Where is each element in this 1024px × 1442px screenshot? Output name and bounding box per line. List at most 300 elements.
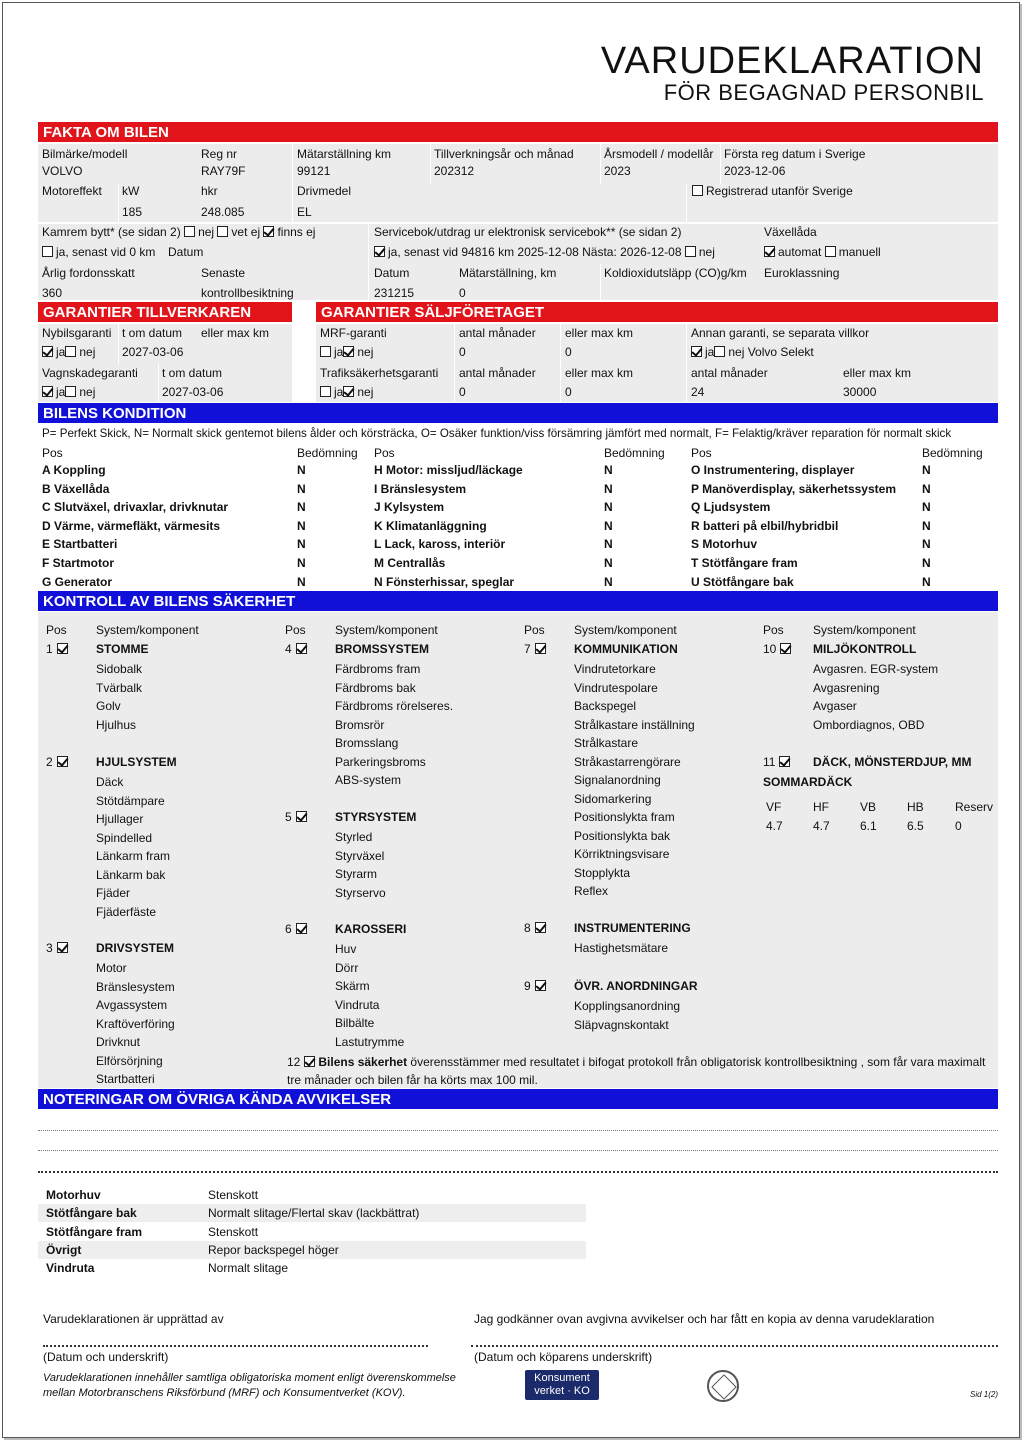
component-item: Golv (96, 699, 121, 713)
kondition-item-grade: N (922, 518, 931, 533)
component-item: Tvärbalk (96, 680, 143, 695)
tire-value: 6.5 (907, 819, 924, 833)
forsta-label: Första reg datum i Sverige (724, 147, 866, 161)
kondition-item-name: F Startmotor (42, 556, 114, 570)
tire-header: VB (860, 800, 877, 814)
nybil-label: Nybilsgaranti (42, 326, 112, 340)
kondition-item-grade: N (297, 537, 306, 552)
system-header: System/komponent (813, 623, 916, 637)
section-kondition-title: BILENS KONDITION (38, 403, 998, 423)
component-item: Stötdämpare (96, 793, 165, 808)
group-g9-title: ÖVR. ANORDNINGAR (574, 979, 698, 993)
nej-label: nej (79, 345, 96, 359)
kamrem-datum: Datum (168, 245, 204, 259)
g12-text: överensstämmer med resultatet i bifogat protokoll från obligatorisk kontrollbesiktning , som får vara maximalt (410, 1055, 986, 1069)
tire-value: 0 (955, 819, 962, 833)
service-nej: nej (698, 245, 715, 259)
component-item: Positionslykta fram (574, 810, 675, 824)
note-value: Normalt slitage/Flertal skav (lackbättrat) (208, 1206, 420, 1221)
group-number: 11 (763, 755, 776, 769)
component-item: Skärm (335, 979, 370, 993)
doc-title: VARUDEKLARATION (600, 40, 984, 82)
vagn-jane (42, 385, 95, 399)
kondition-item-name: U Stötfångare bak (691, 574, 794, 589)
g12-bold: Bilens säkerhet (318, 1055, 408, 1069)
forsta-value: 2023-12-06 (724, 164, 786, 178)
checkbox-icon[interactable] (685, 246, 696, 257)
pos-header: Pos (763, 623, 784, 637)
annan-text: nej Volvo Selekt (728, 345, 814, 359)
group-g11-subtitle: SOMMARDÄCK (763, 775, 853, 789)
checkbox-icon[interactable] (65, 346, 76, 357)
note-line (38, 1150, 998, 1151)
component-item: Länkarm fram (96, 849, 171, 863)
motoreffekt-label: Motoreffekt (42, 184, 102, 198)
mrf-km: 0 (565, 345, 572, 359)
tire-header: HF (813, 800, 829, 814)
checkbox-checked-icon[interactable] (374, 246, 385, 257)
note-key: Vindruta (46, 1261, 95, 1276)
kamrem-vetej: vet ej (231, 225, 261, 239)
checkbox-checked-icon[interactable] (296, 923, 307, 934)
group-number: 8 (524, 921, 531, 935)
checkbox-icon[interactable] (825, 246, 836, 257)
konsumentverket-logo (525, 1370, 599, 1400)
antal-label: antal månader (691, 366, 768, 380)
drivmedel-value: EL (297, 205, 312, 219)
checkbox-checked-icon[interactable] (57, 756, 68, 767)
ja-label: ja (705, 345, 715, 359)
tire-value: 6.1 (860, 819, 877, 833)
vaxel-label: Växellåda (764, 225, 817, 239)
vaxel-auto: automat (778, 245, 822, 259)
kondition-item-name: C Slutväxel, drivaxlar, drivknutar (42, 500, 229, 515)
datum-label: Datum (374, 266, 410, 280)
group-g6-num (285, 922, 310, 936)
max-label: eller max km (565, 366, 634, 380)
component-item: Styrservo (335, 885, 386, 900)
checkbox-checked-icon[interactable] (42, 346, 53, 357)
trafik-km: 0 (565, 385, 572, 399)
logo-line-2: verket · KO (534, 1385, 590, 1397)
kondition-item-grade: N (604, 574, 613, 589)
note-row (38, 1259, 586, 1277)
checkbox-checked-icon[interactable] (42, 386, 53, 397)
kondition-item-name: B Växellåda (42, 481, 110, 496)
component-item: Strålkastare inställning (574, 717, 695, 732)
group-g8-title: INSTRUMENTERING (574, 921, 691, 935)
component-item: Drivknut (96, 1035, 141, 1049)
group-number: 10 (763, 642, 777, 656)
annan-antal: 24 (691, 385, 705, 399)
checkbox-icon[interactable] (320, 386, 331, 397)
checkbox-checked-icon[interactable] (343, 346, 354, 357)
matar2-value: 0 (459, 286, 466, 300)
vagn-label: Vagnskadegaranti (42, 366, 138, 380)
component-item: Färdbroms fram (335, 662, 421, 676)
component-item: Positionslykta bak (574, 828, 671, 843)
regnr-label: Reg nr (201, 147, 238, 161)
checkbox-icon[interactable] (217, 226, 228, 237)
component-item: Hjullager (96, 812, 144, 826)
divider (600, 264, 601, 300)
component-item: Bromsrör (335, 717, 385, 732)
tire-header: Reserv (955, 800, 994, 814)
bed-label: Bedömning (604, 446, 665, 460)
regnr-value: RAY79F (201, 164, 246, 178)
pos-header: Pos (46, 623, 67, 637)
divider (292, 144, 293, 222)
kondition-item-name: A Koppling (42, 463, 106, 477)
group-g8-num (524, 921, 549, 935)
datum-sign: (Datum och underskrift) (43, 1350, 169, 1364)
disclaimer-1: Varudeklarationen innehåller samtliga obligatoriska moment enligt överenskommelse (43, 1372, 456, 1384)
group-g3-num (46, 941, 71, 955)
note-line (38, 1171, 998, 1173)
ja-label: ja (56, 345, 66, 359)
logo-line-1: Konsument (534, 1372, 590, 1384)
group-g2-title: HJULSYSTEM (96, 755, 177, 769)
kondition-item-grade: N (922, 500, 931, 515)
pos-label: Pos (374, 446, 395, 460)
matar2-label: Mätarställning, km (459, 266, 557, 280)
tom-label: t om datum (122, 326, 183, 340)
vaxel-row (764, 245, 881, 259)
component-item: Fjäderfäste (96, 904, 157, 919)
kondition-item-name: S Motorhuv (691, 537, 757, 552)
component-item: Kopplingsanordning (574, 999, 681, 1013)
group-number: 9 (524, 979, 531, 993)
kondition-item-grade: N (297, 518, 306, 533)
euro-label: Euroklassning (764, 266, 840, 280)
divider (118, 324, 119, 364)
nej-label: nej (357, 345, 374, 359)
checkbox-icon[interactable] (65, 386, 76, 397)
annan-row (691, 345, 814, 359)
component-item: Vindrutetorkare (574, 662, 656, 676)
checkbox-checked-icon[interactable] (535, 922, 546, 933)
checkbox-checked-icon[interactable] (535, 643, 546, 654)
kondition-legend: P= Perfekt Skick, N= Normalt skick gentemot bilens ålder och körsträcka, O= Osäker funktion/viss försämring jämfört med normalt, F= Felaktig/kräver reparation för normalt skick (42, 427, 952, 440)
checkbox-icon[interactable] (184, 226, 195, 237)
group-number: 7 (524, 642, 531, 656)
component-item: Huv (335, 942, 357, 956)
checkbox-checked-icon[interactable] (57, 643, 68, 654)
kondition-item-grade: N (604, 463, 613, 477)
sign-line (43, 1345, 428, 1347)
checkbox-checked-icon[interactable] (780, 643, 791, 654)
note-key: Övrigt (46, 1242, 82, 1257)
max-label: eller max km (843, 366, 912, 380)
kondition-item-name: H Motor: missljud/läckage (374, 463, 523, 477)
kondition-item-name: L Lack, kaross, interiör (374, 537, 506, 552)
bilmarke-value: VOLVO (42, 164, 83, 178)
component-item: Färdbroms bak (335, 680, 416, 695)
section-fakta-title: FAKTA OM BILEN (38, 122, 998, 142)
group-number: 12 (287, 1055, 301, 1069)
pos-header: Pos (285, 623, 306, 637)
pos-label: Pos (691, 446, 712, 460)
system-header: System/komponent (335, 623, 438, 637)
matar-value: 99121 (297, 164, 331, 178)
max-label: eller max km (201, 326, 270, 340)
kamrem-ja: ja, senast vid 0 km (56, 245, 156, 259)
kondition-item-grade: N (922, 463, 931, 477)
group-g7-title: KOMMUNIKATION (574, 642, 678, 656)
matar-label: Mätarställning km (297, 147, 392, 161)
arsmodell-value: 2023 (604, 164, 631, 178)
kw-label: kW (122, 184, 140, 198)
group-number: 5 (285, 810, 292, 824)
component-item: Bilbälte (335, 1016, 375, 1030)
component-item: Startbatteri (96, 1072, 155, 1086)
pos-header: Pos (524, 623, 545, 637)
component-item: Avgasrening (813, 680, 880, 695)
doc-subtitle: FÖR BEGAGNAD PERSONBIL (663, 80, 984, 105)
checkbox-checked-icon[interactable] (779, 756, 790, 767)
upprattad-label: Varudeklarationen är upprättad av (43, 1312, 224, 1326)
kondition-item-name: K Klimatanläggning (374, 518, 487, 533)
divider (686, 324, 687, 402)
kondition-item-grade: N (922, 574, 931, 589)
component-item: Styrled (335, 830, 373, 844)
note-line (38, 1130, 998, 1131)
group-g10-num (763, 642, 794, 656)
component-item: Lastutrymme (335, 1034, 405, 1049)
checkbox-icon[interactable] (320, 346, 331, 357)
checkbox-checked-icon[interactable] (296, 643, 307, 654)
skatt-label: Årlig fordonsskatt (42, 266, 135, 280)
kondition-item-name: T Stötfångare fram (691, 556, 798, 570)
nej-label: nej (79, 385, 96, 399)
kondition-item-name: M Centrallås (374, 556, 446, 570)
component-item: Hastighetsmätare (574, 941, 669, 955)
trafik-antal: 0 (459, 385, 466, 399)
trafik-label: Trafiksäkerhetsgaranti (320, 366, 439, 380)
checkbox-icon[interactable] (42, 246, 53, 257)
component-item: Ombordiagnos, OBD (813, 717, 925, 732)
service-label: Servicebok/utdrag ur elektronisk servicebok** (se sidan 2) (374, 225, 682, 239)
kondition-item-grade: N (922, 481, 931, 496)
note-key: Stötfångare bak (46, 1206, 137, 1221)
note-row (38, 1186, 586, 1204)
component-item: Strålkastare (574, 736, 639, 750)
divider (720, 144, 721, 184)
datum-value: 231215 (374, 286, 415, 300)
kondition-item-grade: N (297, 463, 306, 477)
note-value: Stenskott (208, 1188, 259, 1202)
checkbox-checked-icon[interactable] (343, 386, 354, 397)
component-item: Stråkastarrengörare (574, 754, 681, 769)
group-number: 2 (46, 755, 53, 769)
nybil-date: 2027-03-06 (122, 345, 184, 359)
kamrem-nej: nej (198, 225, 215, 239)
kamrem-label: Kamrem bytt* (se sidan 2) (42, 225, 181, 239)
bed-label: Bedömning (922, 446, 983, 460)
tire-header: HB (907, 800, 924, 814)
note-row (38, 1223, 586, 1241)
group-g1-num (46, 642, 71, 656)
divider (430, 144, 431, 184)
group-g11-num (763, 755, 793, 769)
component-item: Spindelled (96, 830, 153, 845)
component-item: Sidomarkering (574, 791, 652, 806)
hkr-value: 248.085 (201, 205, 245, 219)
antal-label: antal månader (459, 366, 536, 380)
group-g3-title: DRIVSYSTEM (96, 941, 175, 955)
checkbox-checked-icon[interactable] (304, 1056, 315, 1067)
component-item: Dörr (335, 960, 359, 975)
component-item: Parkeringsbroms (335, 754, 426, 769)
divider (118, 184, 119, 222)
section-garanti-salj-title: GARANTIER SÄLJFÖRETAGET (316, 302, 998, 322)
ja-label: ja (334, 345, 344, 359)
group-number: 1 (46, 642, 53, 656)
note-value: Stenskott (208, 1224, 259, 1239)
divider (600, 144, 601, 184)
kondition-item-grade: N (604, 481, 613, 496)
tillv-value: 202312 (434, 164, 475, 178)
component-item: Avgaser (813, 699, 857, 713)
checkbox-checked-icon[interactable] (57, 942, 68, 953)
reg-utanfor-label: Registrerad utanför Sverige (706, 184, 853, 198)
max-label: eller max km (565, 326, 634, 340)
checkbox-checked-icon[interactable] (535, 980, 546, 991)
mrf-seal-icon (707, 1370, 739, 1402)
component-item: Avgasren. EGR-system (813, 662, 939, 676)
pos-label: Pos (42, 446, 63, 460)
component-item: Bränslesystem (96, 979, 175, 994)
kondition-item-name: I Bränslesystem (374, 481, 467, 496)
note-key: Stötfångare fram (46, 1224, 143, 1239)
service-row (374, 245, 715, 259)
note-value: Repor backspegel höger (208, 1242, 339, 1257)
vagn-date: 2027-03-06 (162, 385, 224, 399)
group-number: 3 (46, 941, 53, 955)
group-g10-title: MILJÖKONTROLL (813, 642, 917, 656)
kondition-item-grade: N (297, 574, 306, 589)
checkbox-checked-icon[interactable] (263, 226, 274, 237)
kondition-item-name: D Värme, värmefläkt, värmesits (42, 518, 221, 533)
group-g5-num (285, 810, 310, 824)
kondition-item-name: J Kylsystem (374, 500, 445, 515)
component-item: Styrarm (335, 867, 377, 881)
arsmodell-label: Årsmodell / modellår (604, 147, 714, 161)
godkanner-label: Jag godkänner ovan avgivna avvikelser och har fått en kopia av denna varudeklaration (474, 1312, 935, 1326)
kamrem-finns: finns ej (277, 225, 316, 239)
kondition-item-name: G Generator (42, 574, 113, 589)
mrf-label: MRF-garanti (320, 326, 387, 340)
senaste-label: Senaste (201, 266, 246, 280)
group-g1-title: STOMME (96, 642, 149, 656)
kondition-item-grade: N (604, 537, 613, 552)
divider (686, 184, 687, 222)
nej-label: nej (357, 385, 374, 399)
kondition-item-grade: N (922, 537, 931, 552)
trafik-jane (320, 385, 373, 399)
kontroll-label: kontrollbesiktning (201, 286, 294, 300)
mrf-antal: 0 (459, 345, 466, 359)
divider (158, 364, 159, 402)
kondition-item-name: O Instrumentering, displayer (691, 463, 855, 477)
group-number: 6 (285, 922, 292, 936)
component-item: Reflex (574, 884, 609, 898)
divider (454, 324, 455, 402)
component-item: Kraftöverföring (96, 1016, 175, 1031)
checkbox-checked-icon[interactable] (296, 811, 307, 822)
checkbox-icon[interactable] (714, 346, 725, 357)
note-row (38, 1204, 586, 1222)
co2-label: Koldioxidutsläpp (CO)g/km (604, 266, 747, 280)
sign-line (471, 1345, 998, 1347)
skatt-value: 360 (42, 286, 63, 300)
datum-kop: (Datum och köparens underskrift) (474, 1350, 653, 1364)
tire-value: 4.7 (813, 819, 830, 833)
antal-label: antal månader (459, 326, 536, 340)
checkbox-checked-icon[interactable] (691, 346, 702, 357)
garanti-grey (316, 324, 998, 364)
kondition-item-grade: N (604, 556, 613, 570)
component-item: Avgassystem (96, 998, 168, 1012)
checkbox-icon (692, 185, 703, 196)
annan-km: 30000 (843, 385, 877, 399)
divider (368, 224, 369, 300)
ja-label: ja (334, 385, 344, 399)
section-garanti-tillv-title: GARANTIER TILLVERKAREN (38, 302, 292, 322)
note-row (38, 1241, 586, 1259)
component-item: Körriktningsvisare (574, 847, 670, 861)
kondition-item-name: Q Ljudsystem (691, 500, 771, 515)
kondition-item-grade: N (297, 500, 306, 515)
service-ja: ja, senast vid 94816 km 2025-12-08 Nästa: 2026-12-08 (388, 245, 682, 259)
kondition-item-name: R batteri på elbil/hybridbil (691, 518, 839, 533)
group-g4-num (285, 642, 310, 656)
group-g7-num (524, 642, 549, 656)
group-g2-num (46, 755, 71, 769)
kondition-item-grade: N (604, 518, 613, 533)
component-item: Elförsörjning (96, 1053, 163, 1068)
bed-label: Bedömning (297, 446, 358, 460)
component-item: Länkarm bak (96, 867, 166, 882)
hkr-label: hkr (201, 184, 218, 198)
divider (560, 324, 561, 402)
g12-text-2: tre månader och bilen får ha körts max 100 mil. (287, 1073, 538, 1087)
vaxel-man: manuell (838, 245, 881, 259)
component-item: Motor (96, 961, 127, 975)
component-item: Vindrutespolare (574, 680, 658, 695)
mrf-jane (320, 345, 373, 359)
annan-label: Annan garanti, se separata villkor (691, 326, 870, 340)
kondition-item-name: N Fönsterhissar, speglar (374, 574, 515, 589)
checkbox-checked-icon[interactable] (764, 246, 775, 257)
group-g4-title: BROMSSYSTEM (335, 642, 430, 656)
component-item: Signalanordning (574, 773, 661, 787)
reg-utanfor-checkbox[interactable] (692, 184, 853, 198)
page-number: Sid 1(2) (970, 1390, 999, 1399)
kondition-item-grade: N (922, 556, 931, 570)
system-header: System/komponent (96, 623, 199, 637)
kondition-item-name: P Manöverdisplay, säkerhetssystem (691, 481, 896, 496)
component-item: Färdbroms rörelseres. (335, 699, 454, 713)
component-item: Stopplykta (574, 865, 631, 880)
disclaimer-2: mellan Motorbranschens Riksförbund (MRF) och Konsumentverket (KOV). (43, 1387, 406, 1399)
kamrem-ja-row (42, 245, 155, 259)
kondition-item-grade: N (297, 556, 306, 570)
section-noteringar-title: NOTERINGAR OM ÖVRIGA KÄNDA AVVIKELSER (38, 1089, 998, 1109)
kondition-item-name: E Startbatteri (42, 537, 118, 552)
section-sakerhet-title: KONTROLL AV BILENS SÄKERHET (38, 591, 998, 611)
tire-header: VF (766, 800, 782, 814)
